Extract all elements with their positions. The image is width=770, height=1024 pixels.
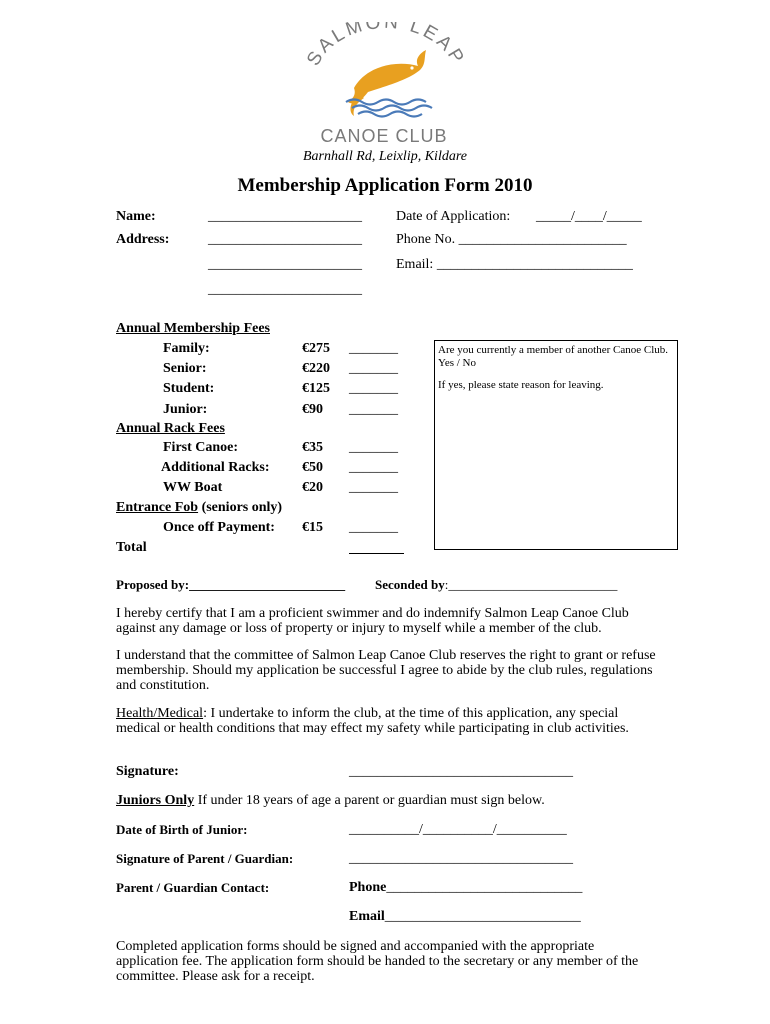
dob-label: Date of Birth of Junior: xyxy=(116,822,248,837)
logo-sub-text: CANOE CLUB xyxy=(320,126,448,146)
fob-price: €15 xyxy=(302,520,323,535)
parent-phone-blank: ____________________________ xyxy=(386,880,583,895)
rack-fees-heading: Annual Rack Fees xyxy=(116,421,225,436)
seconded-by-blank: :__________________________ xyxy=(444,577,618,592)
rack-blank-first-canoe[interactable]: _______ xyxy=(349,440,398,455)
club-address: Barnhall Rd, Leixlip, Kildare xyxy=(303,149,467,164)
date-label: Date of Application: xyxy=(396,209,511,224)
rack-price-first-canoe: €35 xyxy=(302,440,323,455)
parent-email-label: Email xyxy=(349,909,385,924)
parent-phone-label: Phone xyxy=(349,880,387,895)
date-field[interactable]: _____/____/_____ xyxy=(536,209,642,224)
juniors-note-text: If under 18 years of age a parent or guardian must sign below. xyxy=(194,793,545,808)
parent-email-blank: ____________________________ xyxy=(384,909,581,924)
rack-price-additional: €50 xyxy=(302,460,323,475)
address-field-line-3[interactable]: ______________________ xyxy=(208,282,362,297)
rack-label-first-canoe: First Canoe: xyxy=(163,440,239,455)
juniors-note xyxy=(116,793,545,809)
rack-price-ww-boat: €20 xyxy=(302,480,323,495)
fee-price-senior: €220 xyxy=(302,361,330,376)
rack-label-additional: Additional Racks: xyxy=(161,460,270,475)
address-label: Address: xyxy=(116,232,170,247)
entrance-fob-heading-text: Entrance Fob xyxy=(116,500,199,515)
health-text: : I undertake to inform the club, at the time of this application, any special medical or health conditions that may effect my safety while participating in club activities. xyxy=(116,706,629,736)
certify-statement: I hereby certify that I am a proficient swimmer and do indemnify Salmon Leap Canoe Club against any damage or loss of property or injury to myself while a member of the club. xyxy=(116,606,629,636)
salmon-leap-logo-graphic xyxy=(296,22,476,146)
fee-label-junior: Junior: xyxy=(163,402,208,417)
parent-contact-label: Parent / Guardian Contact: xyxy=(116,880,270,895)
parent-phone-field[interactable] xyxy=(349,880,582,896)
fee-price-family: €275 xyxy=(302,341,330,356)
fob-label: Once off Payment: xyxy=(163,520,275,535)
parent-signature-field[interactable]: ________________________________ xyxy=(349,851,573,866)
total-field[interactable] xyxy=(349,553,404,554)
juniors-heading: Juniors Only xyxy=(116,793,195,808)
parent-signature-label: Signature of Parent / Guardian: xyxy=(116,851,294,866)
other-club-box[interactable] xyxy=(434,340,678,550)
club-logo xyxy=(296,22,476,146)
fee-label-family: Family: xyxy=(163,341,210,356)
fee-label-senior: Senior: xyxy=(163,361,207,376)
parent-email-field[interactable] xyxy=(349,909,581,925)
health-statement xyxy=(116,706,656,736)
membership-fees-heading: Annual Membership Fees xyxy=(116,321,270,336)
fee-blank-student[interactable]: _______ xyxy=(349,381,398,396)
seconded-by-label: Seconded by xyxy=(375,577,445,592)
dob-field[interactable]: __________/__________/__________ xyxy=(349,822,567,837)
total-label: Total xyxy=(116,540,147,555)
form-title: Membership Application Form 2010 xyxy=(237,175,533,196)
other-club-question: Are you currently a member of another Canoe Club. Yes / No xyxy=(438,344,669,369)
entrance-fob-heading xyxy=(116,500,282,516)
fee-blank-family[interactable]: _______ xyxy=(349,341,398,356)
fee-blank-junior[interactable]: _______ xyxy=(349,402,398,417)
rack-blank-ww-boat[interactable]: _______ xyxy=(349,480,398,495)
rack-label-ww-boat: WW Boat xyxy=(163,480,223,495)
fee-blank-senior[interactable]: _______ xyxy=(349,361,398,376)
understand-statement: I understand that the committee of Salmon Leap Canoe Club reserves the right to grant or refuse membership. Should my application be successful I agree to abide by the club rules, regulations and constitution. xyxy=(116,648,656,693)
fee-label-student: Student: xyxy=(163,381,215,396)
proposed-by-field[interactable]: Proposed by:________________________ xyxy=(116,577,346,592)
address-field-line-2[interactable]: ______________________ xyxy=(208,257,362,272)
entrance-fob-suffix: (seniors only) xyxy=(198,500,283,515)
phone-field[interactable]: Phone No. ________________________ xyxy=(396,232,627,247)
logo-arc-text: SALMON LEAP xyxy=(303,22,469,70)
signature-label: Signature: xyxy=(116,764,179,779)
name-field[interactable]: ______________________ xyxy=(208,209,362,224)
seconded-by-field[interactable] xyxy=(375,577,617,593)
footer-note: Completed application forms should be signed and accompanied with the appropriate application fee. The application form should be handed to the secretary or any member of the committee. Please ask for a receipt. xyxy=(116,939,639,984)
signature-field[interactable]: ________________________________ xyxy=(349,764,573,779)
email-field[interactable]: Email: ____________________________ xyxy=(396,257,633,272)
address-field-line-1[interactable]: ______________________ xyxy=(208,232,362,247)
health-label: Health/Medical xyxy=(116,706,204,721)
name-label: Name: xyxy=(116,209,156,224)
rack-blank-additional[interactable]: _______ xyxy=(349,460,398,475)
fob-blank[interactable]: _______ xyxy=(349,520,398,535)
fee-price-student: €125 xyxy=(302,381,330,396)
fee-price-junior: €90 xyxy=(302,402,323,417)
other-club-reason: If yes, please state reason for leaving. xyxy=(438,379,604,391)
